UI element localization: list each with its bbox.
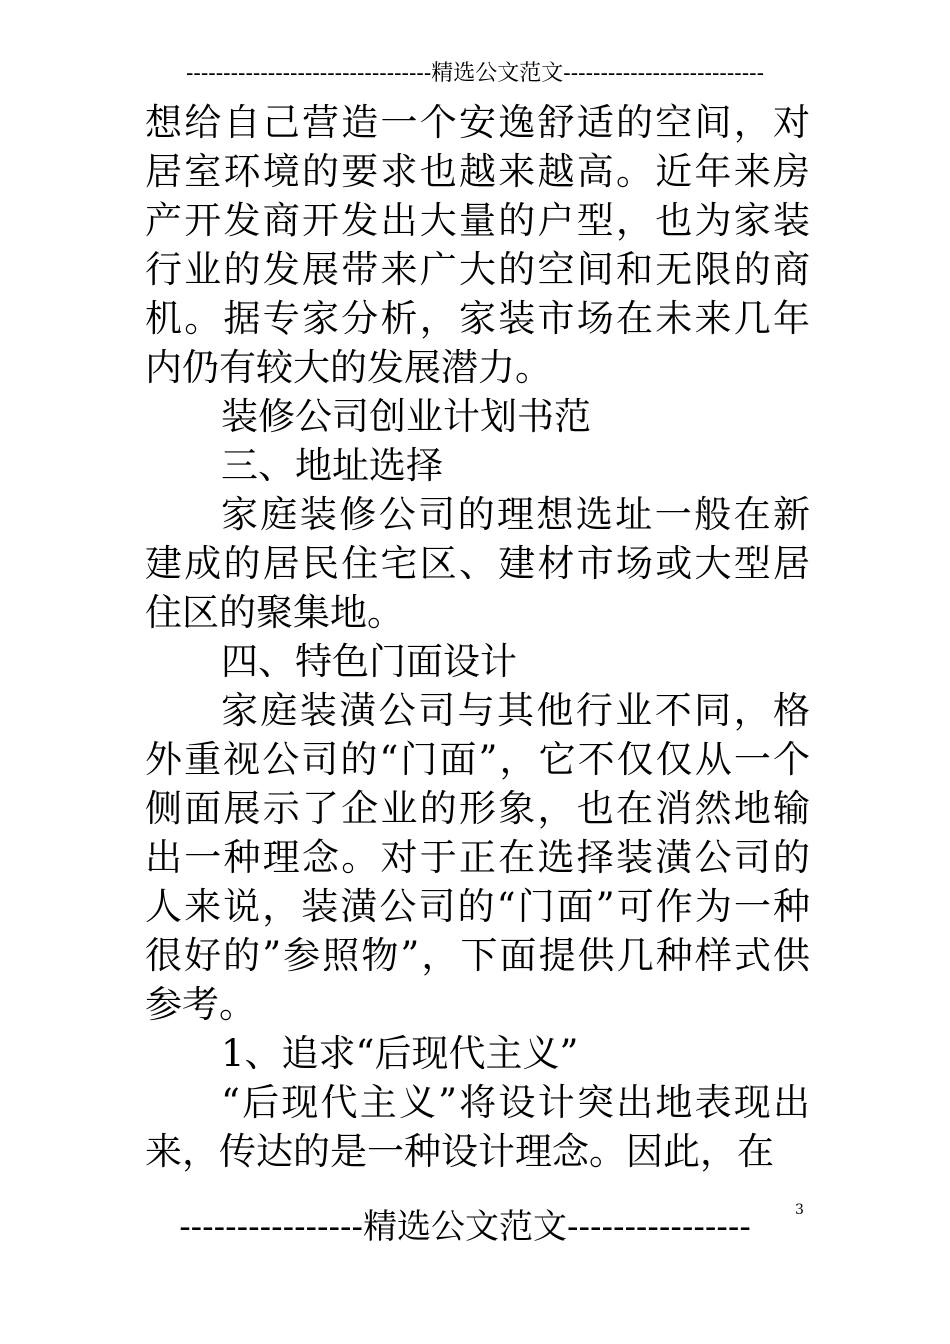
section-heading-location: 三、地址选择 xyxy=(221,444,443,487)
document-title-line: 装修公司创业计划书范 xyxy=(221,395,591,438)
paragraph-storefront: 家庭装潢公司与其他行业不同，格外重视公司的“门面”，它不仅仅从一个侧面展示了企业的形象，也在消然地输出一种理念。对于正在选择装潢公司的人来说，装潢公司的“门面”可作为一种很好的”参照物”，下面提供几种样式供参考。 xyxy=(145,689,810,1026)
page-number: 3 xyxy=(795,1202,804,1218)
subsection-heading-postmodern: 1、追求“后现代主义” xyxy=(221,1032,579,1075)
page-footer: ----------------精选公文范文---------------- xyxy=(179,1207,751,1247)
paragraph-location: 家庭装修公司的理想选址一般在新建成的居民住宅区、建材市场或大型居住区的聚集地。 xyxy=(145,493,810,634)
section-heading-storefront: 四、特色门面设计 xyxy=(221,640,517,683)
paragraph-postmodern: “后现代主义”将设计突出地表现出来，传达的是一种设计理念。因此，在 xyxy=(145,1081,810,1173)
paragraph-intro-continuation: 想给自己营造一个安逸舒适的空间，对居室环境的要求也越来越高。近年来房产开发商开发出大量的户型，也为家装行业的发展带来广大的空间和无限的商机。据专家分析，家装市场在未来几年内仍有较大的发展潜力。 xyxy=(145,101,810,389)
page-header: ---------------------------------精选公文范文--------------------------- xyxy=(185,61,765,86)
document-body xyxy=(145,98,810,1176)
